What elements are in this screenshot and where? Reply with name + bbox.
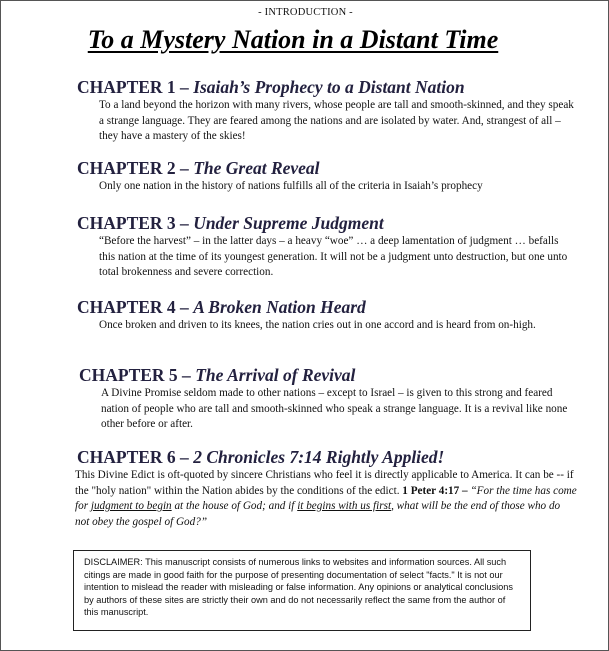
page-title: To a Mystery Nation in a Distant Time [87, 25, 499, 54]
chapter-1-summary: To a land beyond the horizon with many rivers, whose people are tall and smooth-skinned, and they speak a strange language. They are feared among the nations and are isolated by water. And, strangest of all – they have a mastery of the skies! [99, 99, 574, 142]
chapter-3-label: CHAPTER 3 [77, 213, 176, 233]
chapter-1-dash: – [180, 77, 189, 97]
quote-part-3: , what will be the end of those who do not obey the gospel of God?” [75, 500, 561, 528]
quote-part-1: “For the time has come for [75, 484, 577, 512]
chapter-6 [77, 447, 577, 530]
disclaimer-box [73, 550, 531, 631]
chapter-6-subtitle: 2 Chronicles 7:14 Rightly Applied! [193, 447, 445, 467]
chapter-5-label: CHAPTER 5 [79, 365, 178, 385]
chapter-1-label: CHAPTER 1 [77, 77, 176, 97]
chapter-6-body-text: This Divine Edict is oft-quoted by sincere Christians who feel it is directly applicable to America. It can be -- if the "holy nation" within the Nation abides by the conditions of the edict. [75, 469, 574, 497]
intro-label: - INTRODUCTION - [258, 7, 353, 18]
chapter-5 [79, 365, 579, 433]
chapter-3-summary: “Before the harvest” – in the latter days – a heavy “woe” … a deep lamentation of judgment … befalls this nation at the time of its youngest generation. It will not be a judgment unto destruction, but one unto total brokenness and severe correction. [99, 235, 568, 278]
chapter-4-summary: Once broken and driven to its knees, the nation cries out in one accord and is heard from on-high. [99, 319, 536, 331]
chapter-4 [77, 297, 577, 334]
quote-underlined-2: it begins with us first [297, 500, 392, 512]
chapter-4-subtitle: A Broken Nation Heard [193, 297, 366, 317]
chapter-4-heading [77, 297, 577, 317]
chapter-6-label: CHAPTER 6 [77, 447, 176, 467]
chapter-2-label: CHAPTER 2 [77, 158, 176, 178]
chapter-3-subtitle: Under Supreme Judgment [193, 213, 384, 233]
chapter-2-summary: Only one nation in the history of nations fulfills all of the criteria in Isaiah’s prophecy [99, 180, 483, 192]
chapter-5-dash: – [182, 365, 191, 385]
chapter-1 [77, 77, 577, 145]
chapter-6-heading [77, 447, 577, 467]
chapter-1-heading [77, 77, 577, 97]
chapter-2-dash: – [180, 158, 189, 178]
chapter-2 [77, 158, 577, 195]
chapter-3 [77, 213, 577, 281]
chapter-3-heading [77, 213, 577, 233]
chapter-4-dash: – [180, 297, 189, 317]
scripture-reference: 1 Peter 4:17 [402, 484, 460, 497]
disclaimer-text: DISCLAIMER: This manuscript consists of numerous links to websites and information sources. All such citings are made in good faith for the purpose of presenting documentation of select "facts." It is not our intention to mislead the reader with misleading or false information. Any opinions or analytical conclusions by authors of these sites are strictly their own and do not necessarily reflect the same from the author of this manuscript. [84, 557, 513, 618]
chapter-5-summary: A Divine Promise seldom made to other nations – except to Israel – is given to this strong and feared nation of people who are tall and smooth-skinned who speak a strange language. It is a revival like none other before or after. [101, 387, 568, 430]
chapter-5-subtitle: The Arrival of Revival [195, 365, 356, 385]
chapter-2-subtitle: The Great Reveal [193, 158, 320, 178]
quote-part-2: at the house of God; and if [171, 500, 298, 512]
chapter-6-summary [75, 468, 577, 530]
chapter-1-subtitle: Isaiah’s Prophecy to a Distant Nation [193, 77, 465, 97]
chapter-5-heading [79, 365, 579, 385]
chapter-6-dash: – [180, 447, 189, 467]
chapter-2-heading [77, 158, 577, 178]
chapter-4-label: CHAPTER 4 [77, 297, 176, 317]
scripture-dash: – [462, 484, 468, 497]
chapter-3-dash: – [180, 213, 189, 233]
quote-underlined-1: judgment to begin [90, 500, 172, 512]
